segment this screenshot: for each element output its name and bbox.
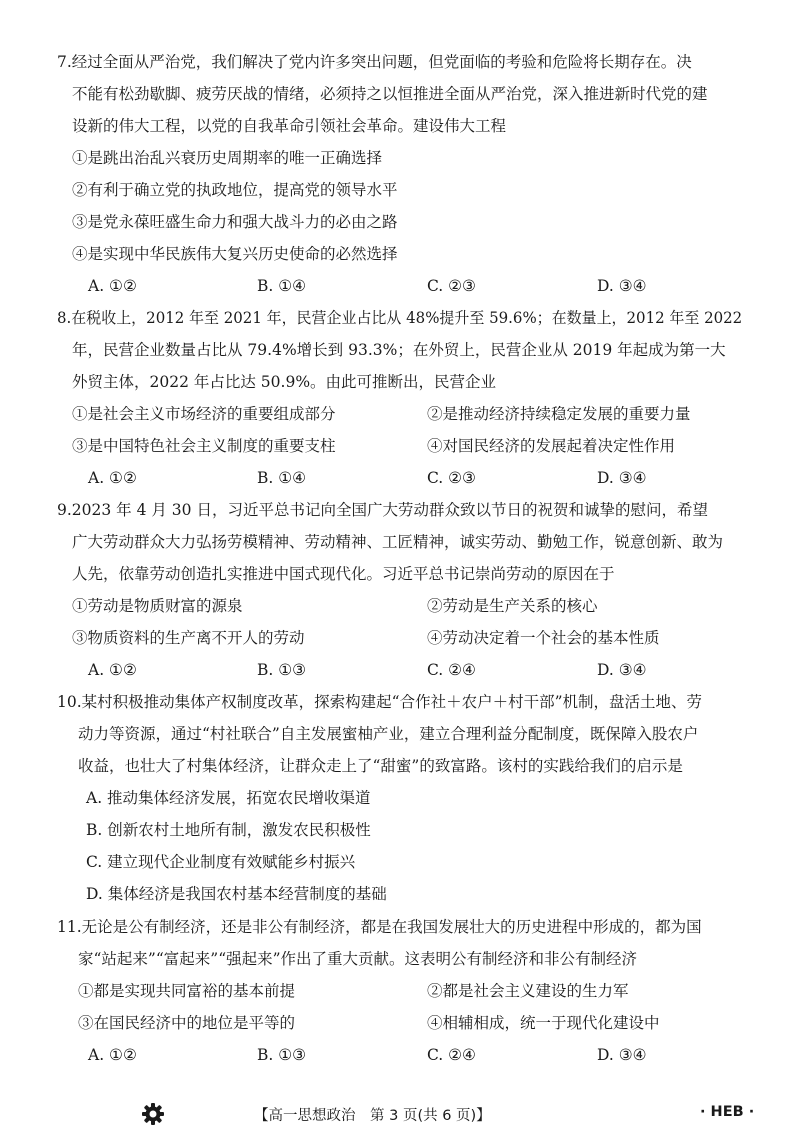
question-7-item-4: ④是实现中华民族伟大复兴历史使命的必然选择 xyxy=(72,245,398,263)
page-footer xyxy=(0,1102,794,1132)
question-8-stem-line-3: 外贸主体，2022 年占比达 50.9%。由此可推断出，民营企业 xyxy=(72,373,497,391)
question-10-stem-line-1: 10.某村积极推动集体产权制度改革，探索构建起“合作社＋农户＋村干部”机制，盘活土地、劳 xyxy=(57,693,703,711)
question-9-choice-a[interactable]: A. ①② xyxy=(88,661,137,679)
question-7-item-2: ②有利于确立党的执政地位，提高党的领导水平 xyxy=(72,181,398,199)
question-8-item-2: ②是推动经济持续稳定发展的重要力量 xyxy=(427,405,691,423)
question-7-item-3: ③是党永葆旺盛生命力和强大战斗力的必由之路 xyxy=(72,213,398,231)
question-9-stem-line-3: 人先，依靠劳动创造扎实推进中国式现代化。习近平总书记崇尚劳动的原因在于 xyxy=(72,565,615,583)
question-7-stem-line-3: 设新的伟大工程，以党的自我革命引领社会革命。建设伟大工程 xyxy=(72,117,507,135)
question-11-item-1: ①都是实现共同富裕的基本前提 xyxy=(78,982,296,1000)
question-11-choice-a[interactable]: A. ①② xyxy=(88,1046,137,1064)
question-8-item-3: ③是中国特色社会主义制度的重要支柱 xyxy=(72,437,336,455)
question-9-item-1: ①劳动是物质财富的源泉 xyxy=(72,597,243,615)
question-11-stem-line-1: 11.无论是公有制经济，还是非公有制经济，都是在我国发展壮大的历史进程中形成的，都为国 xyxy=(57,918,702,936)
question-10-option-c[interactable]: C. 建立现代企业制度有效赋能乡村振兴 xyxy=(86,853,356,871)
question-9-item-3: ③物质资料的生产离不开人的劳动 xyxy=(72,629,305,647)
question-11-choice-c[interactable]: C. ②④ xyxy=(427,1046,476,1064)
footer-code: · HEB · xyxy=(700,1104,755,1120)
question-10-stem-line-2: 动力等资源，通过“村社联合”自主发展蜜柚产业，建立合理利益分配制度，既保障入股农户 xyxy=(78,725,699,743)
question-10-option-d[interactable]: D. 集体经济是我国农村基本经营制度的基础 xyxy=(86,885,387,903)
question-10-option-a[interactable]: A. 推动集体经济发展，拓宽农民增收渠道 xyxy=(86,789,371,807)
question-9-choice-c[interactable]: C. ②④ xyxy=(427,661,476,679)
question-8-item-1: ①是社会主义市场经济的重要组成部分 xyxy=(72,405,336,423)
question-9-item-4: ④劳动决定着一个社会的基本性质 xyxy=(427,629,660,647)
question-9-item-2: ②劳动是生产关系的核心 xyxy=(427,597,598,615)
question-11-choice-b[interactable]: B. ①③ xyxy=(257,1046,307,1064)
question-10-option-b[interactable]: B. 创新农村土地所有制，激发农民积极性 xyxy=(86,821,371,839)
question-8-choice-d[interactable]: D. ③④ xyxy=(597,469,647,487)
question-11-item-3: ③在国民经济中的地位是平等的 xyxy=(78,1014,296,1032)
question-7-choice-b[interactable]: B. ①④ xyxy=(257,277,307,295)
footer-page-info: 【高一思想政治 第 3 页(共 6 页)】 xyxy=(254,1108,491,1124)
question-8-choice-a[interactable]: A. ①② xyxy=(88,469,137,487)
question-8-stem-line-2: 年，民营企业数量占比从 79.4%增长到 93.3%；在外贸上，民营企业从 2019 年起成为第一大 xyxy=(72,341,726,359)
question-8-item-4: ④对国民经济的发展起着决定性作用 xyxy=(427,437,676,455)
question-7-item-1: ①是跳出治乱兴衰历史周期率的唯一正确选择 xyxy=(72,149,383,167)
question-8-stem-line-1: 8.在税收上，2012 年至 2021 年，民营企业占比从 48%提升至 59.6%；在数量上，2012 年至 2022 xyxy=(57,309,743,327)
question-7-stem-line-1: 7.经过全面从严治党，我们解决了党内许多突出问题，但党面临的考验和危险将长期存在。决 xyxy=(57,53,692,71)
question-9-choice-b[interactable]: B. ①③ xyxy=(257,661,307,679)
question-8-choice-c[interactable]: C. ②③ xyxy=(427,469,476,487)
question-9-stem-line-1: 9.2023 年 4 月 30 日，习近平总书记向全国广大劳动群众致以节日的祝贺和诚挚的慰问，希望 xyxy=(57,501,708,519)
question-9-stem-line-2: 广大劳动群众大力弘扬劳模精神、劳动精神、工匠精神，诚实劳动、勤勉工作，锐意创新、敢为 xyxy=(72,533,724,551)
question-11-item-4: ④相辅相成，统一于现代化建设中 xyxy=(427,1014,660,1032)
question-8-choice-b[interactable]: B. ①④ xyxy=(257,469,307,487)
question-9-choice-d[interactable]: D. ③④ xyxy=(597,661,647,679)
question-11-item-2: ②都是社会主义建设的生力军 xyxy=(427,982,629,1000)
question-11-stem-line-2: 家“站起来”“富起来”“强起来”作出了重大贡献。这表明公有制经济和非公有制经济 xyxy=(78,950,638,968)
question-11-choice-d[interactable]: D. ③④ xyxy=(597,1046,647,1064)
question-7-choice-a[interactable]: A. ①② xyxy=(88,277,137,295)
question-7-stem-line-2: 不能有松劲歇脚、疲劳厌战的情绪，必须持之以恒推进全面从严治党，深入推进新时代党的建 xyxy=(72,85,708,103)
question-7-choice-d[interactable]: D. ③④ xyxy=(597,277,647,295)
gear-icon xyxy=(141,1102,165,1126)
question-7-choice-c[interactable]: C. ②③ xyxy=(427,277,476,295)
question-10-stem-line-3: 收益，也壮大了村集体经济，让群众走上了“甜蜜”的致富路。该村的实践给我们的启示是 xyxy=(78,757,683,775)
